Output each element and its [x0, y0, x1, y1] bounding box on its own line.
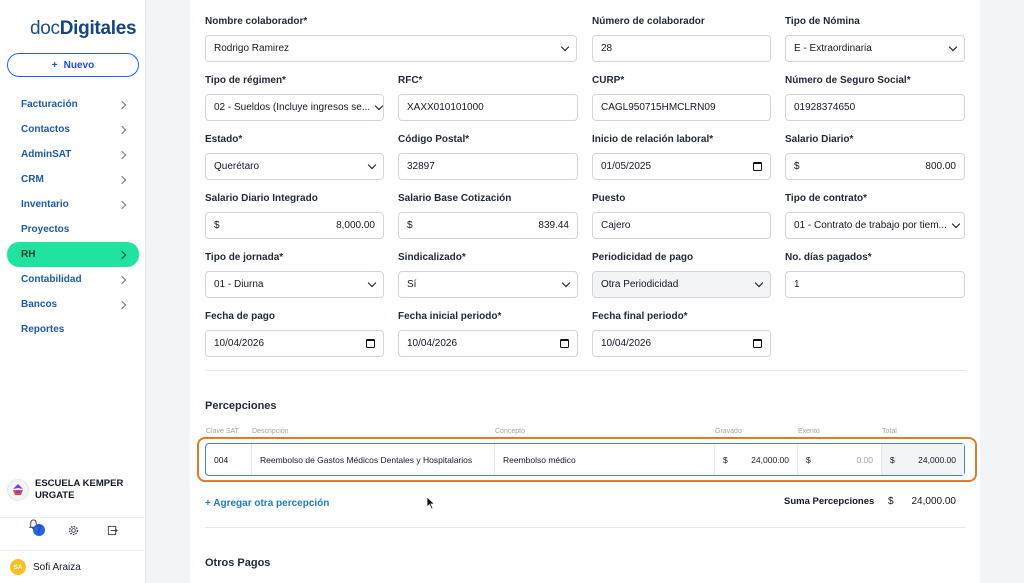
field-label: Puesto: [592, 193, 626, 204]
column-header-total: Total: [882, 428, 897, 435]
field-label: Estado*: [205, 134, 243, 145]
organization-logo-icon: [7, 479, 29, 501]
fecha-pago-date-input[interactable]: 10/04/2026: [205, 330, 384, 357]
divider: [205, 527, 965, 528]
organization-switcher[interactable]: [7, 478, 139, 502]
tipo-regimen-select[interactable]: 02 - Sueldos (Incluye ingresos se...: [205, 94, 384, 121]
descripcion-cell[interactable]: Reembolso de Gastos Médicos Dentales y Hospitalarios: [252, 444, 495, 475]
calendar-icon[interactable]: [366, 339, 375, 348]
suma-percepciones-label: Suma Percepciones: [784, 496, 875, 507]
codigo-postal-field: [398, 134, 578, 180]
nombre-colaborador-select[interactable]: Rodrigo Ramirez: [205, 35, 577, 62]
field-label: CURP*: [592, 75, 625, 86]
field-label: Número de Seguro Social*: [785, 75, 911, 86]
column-header-concepto: Concepto: [495, 428, 525, 435]
fecha-inicial-date-input[interactable]: 10/04/2026: [398, 330, 578, 357]
concepto-cell[interactable]: Reembolso médico: [495, 444, 715, 475]
estado-field: [205, 134, 384, 180]
sidebar-item-reportes[interactable]: Reportes: [21, 324, 65, 335]
puesto-input[interactable]: Cajero: [592, 212, 771, 239]
plus-icon: +: [51, 59, 58, 71]
user-name: Sofi Araiza: [33, 561, 81, 573]
tipo-regimen-field: [205, 75, 384, 121]
puesto-field: [592, 193, 771, 239]
column-header-gravado: Gravado: [715, 428, 742, 435]
suma-percepciones-currency: $: [888, 496, 894, 507]
fecha-final-field: [592, 311, 771, 357]
nombre-colaborador-field: [205, 16, 577, 62]
salario-diario-field: [785, 134, 965, 180]
chevron-right-icon: [118, 275, 126, 283]
field-label: Salario Base Cotización: [398, 193, 512, 204]
clave-sat-cell[interactable]: 004: [206, 444, 252, 475]
sidebar-item-bancos[interactable]: Bancos: [7, 292, 139, 317]
codigo-postal-input[interactable]: 32897: [398, 153, 578, 180]
calendar-icon[interactable]: [753, 339, 762, 348]
avatar: SA: [10, 559, 26, 575]
field-label: No. días pagados*: [785, 252, 872, 263]
field-label: Salario Diario*: [785, 134, 854, 145]
add-percepcion-link[interactable]: + Agregar otra percepción: [205, 498, 330, 509]
field-label: Tipo de Nómina: [785, 16, 860, 27]
fecha-pago-field: [205, 311, 384, 357]
user-menu[interactable]: [0, 550, 146, 583]
fecha-final-date-input[interactable]: 10/04/2026: [592, 330, 771, 357]
fecha-inicial-field: [398, 311, 578, 357]
mouse-pointer-icon: [426, 496, 436, 515]
sbc-field: [398, 193, 578, 239]
field-label: Fecha final periodo*: [592, 311, 688, 322]
tipo-jornada-field: [205, 252, 384, 298]
utility-bar: [0, 517, 146, 545]
field-label: Tipo de contrato*: [785, 193, 868, 204]
sidebar-item-proyectos[interactable]: Proyectos: [21, 224, 70, 235]
sidebar-item-inventario[interactable]: Inventario: [7, 192, 139, 217]
app-logo[interactable]: docDigitales: [30, 18, 137, 39]
chevron-right-icon: [118, 125, 126, 133]
tipo-nomina-select[interactable]: E - Extraordinaria: [785, 35, 965, 62]
curp-field: [592, 75, 771, 121]
rfc-input[interactable]: XAXX010101000: [398, 94, 578, 121]
calendar-icon[interactable]: [753, 162, 762, 171]
tipo-contrato-field: [785, 193, 965, 239]
bell-icon[interactable]: [28, 519, 43, 545]
periodicidad-field: [592, 252, 771, 298]
sidebar-item-crm[interactable]: CRM: [7, 167, 139, 192]
nss-field: [785, 75, 965, 121]
gravado-cell[interactable]: $ 24,000.00: [715, 444, 798, 475]
field-label: Número de colaborador: [592, 16, 705, 27]
chevron-right-icon: [118, 300, 126, 308]
field-label: Salario Diario Integrado: [205, 193, 318, 204]
nss-input[interactable]: 01928374650: [785, 94, 965, 121]
sidebar-item-contabilidad[interactable]: Contabilidad: [7, 267, 139, 292]
inicio-relacion-field: [592, 134, 771, 180]
chevron-down-icon: [368, 279, 376, 287]
column-header-clave: Clave SAT: [206, 428, 239, 435]
chevron-down-icon: [561, 43, 569, 51]
chevron-down-icon: [562, 279, 570, 287]
new-button[interactable]: + Nuevo: [7, 53, 139, 77]
sdi-input[interactable]: $ 8,000.00: [205, 212, 384, 239]
tipo-nomina-field: [785, 16, 965, 62]
sindicalizado-field: [398, 252, 578, 298]
notification-badge: 7: [33, 524, 45, 536]
sindicalizado-select[interactable]: Sí: [398, 271, 578, 298]
sidebar: [0, 0, 146, 583]
dias-pagados-input[interactable]: 1: [785, 271, 965, 298]
field-label: Sindicalizado*: [398, 252, 466, 263]
calendar-icon[interactable]: [560, 339, 569, 348]
sidebar-item-adminsat[interactable]: AdminSAT: [7, 142, 139, 167]
chevron-right-icon: [118, 200, 126, 208]
chevron-down-icon: [949, 43, 957, 51]
field-label: Inicio de relación laboral*: [592, 134, 714, 145]
sidebar-item-contactos[interactable]: Contactos: [7, 117, 139, 142]
gear-icon[interactable]: [68, 525, 79, 539]
suma-percepciones-value: 24,000.00: [911, 496, 956, 507]
otros-pagos-title: Otros Pagos: [205, 557, 271, 569]
sidebar-item-rh[interactable]: RH: [7, 242, 139, 267]
sidebar-item-facturacion[interactable]: Facturación: [7, 92, 139, 117]
inicio-relacion-date-input[interactable]: 01/05/2025: [592, 153, 771, 180]
chevron-down-icon: [755, 279, 763, 287]
tipo-jornada-select[interactable]: 01 - Diurna: [205, 271, 384, 298]
column-header-exento: Exento: [798, 428, 820, 435]
tipo-contrato-select[interactable]: 01 - Contrato de trabajo por tiem...: [785, 212, 965, 239]
salario-diario-input[interactable]: $ 800.00: [785, 153, 965, 180]
field-label: Periodicidad de pago: [592, 252, 694, 263]
periodicidad-select[interactable]: Otra Periodicidad: [592, 271, 771, 298]
field-label: RFC*: [398, 75, 423, 86]
sdi-field: [205, 193, 384, 239]
organization-name: ESCUELA KEMPER URGATE: [35, 478, 124, 501]
sbc-input[interactable]: $ 839.44: [398, 212, 578, 239]
numero-colaborador-input[interactable]: 28: [592, 35, 771, 62]
chevron-down-icon: [952, 220, 960, 228]
rfc-field: [398, 75, 578, 121]
divider: [205, 370, 965, 371]
sidebar-nav: [7, 92, 139, 342]
field-label: Tipo de jornada*: [205, 252, 284, 263]
field-label: Tipo de régimen*: [205, 75, 286, 86]
total-cell: $ 24,000.00: [882, 444, 964, 475]
field-label: Código Postal*: [398, 134, 470, 145]
field-label: Fecha inicial periodo*: [398, 311, 502, 322]
estado-select[interactable]: Querétaro: [205, 153, 384, 180]
chevron-right-icon: [118, 175, 126, 183]
chevron-right-icon: [118, 250, 126, 258]
chevron-down-icon: [375, 102, 383, 110]
field-label: Nombre colaborador*: [205, 16, 308, 27]
logout-icon[interactable]: [107, 525, 118, 539]
chevron-down-icon: [368, 161, 376, 169]
field-label: Fecha de pago: [205, 311, 276, 322]
curp-input[interactable]: CAGL950715HMCLRN09: [592, 94, 771, 121]
column-header-descripcion: Descripción: [252, 428, 289, 435]
exento-cell[interactable]: $ 0.00: [798, 444, 882, 475]
chevron-right-icon: [118, 100, 126, 108]
table-row[interactable]: [205, 443, 965, 476]
chevron-right-icon: [118, 150, 126, 158]
dias-pagados-field: [785, 252, 965, 298]
percepciones-title: Percepciones: [205, 400, 277, 412]
numero-colaborador-field: [592, 16, 771, 62]
